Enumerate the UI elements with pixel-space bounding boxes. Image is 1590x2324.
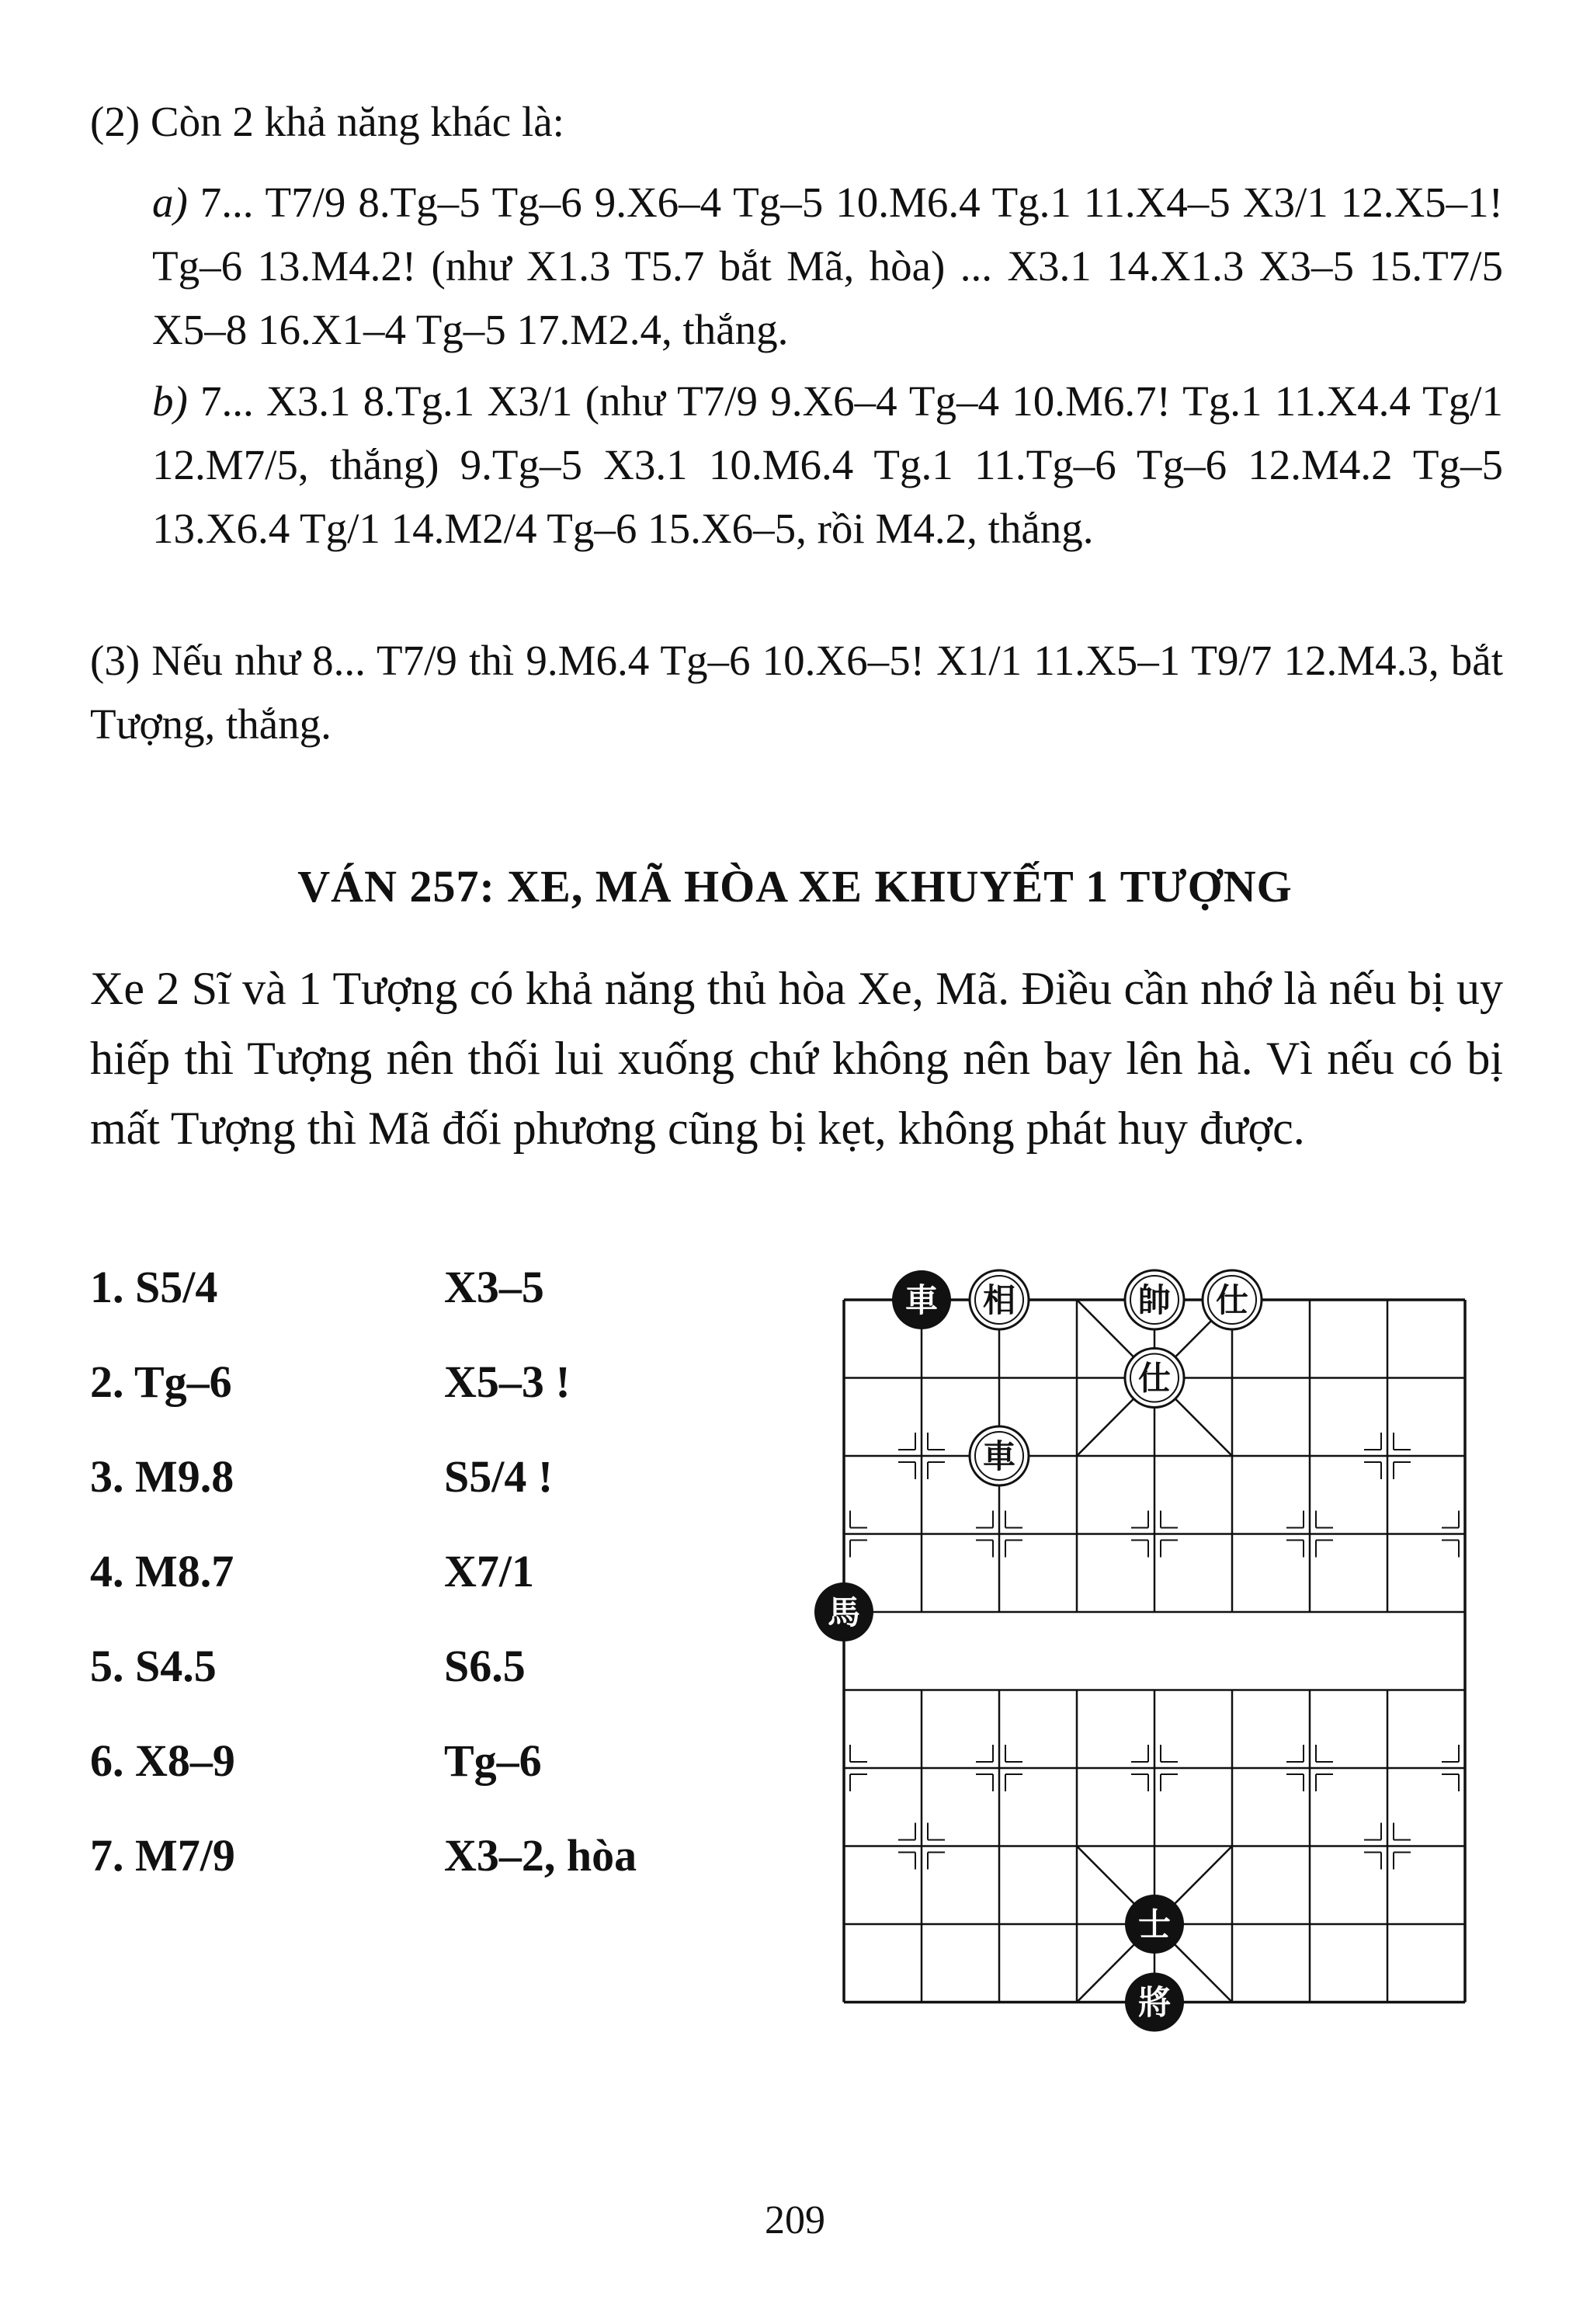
piece-label: 車 <box>982 1437 1016 1475</box>
move-5-white: 5. S4.5 <box>90 1641 217 1691</box>
move-7-white: 7. M7/9 <box>90 1830 235 1881</box>
move-4-black: X7/1 <box>444 1546 534 1596</box>
red-piece-1 <box>970 1270 1029 1329</box>
black-piece-0 <box>892 1270 951 1329</box>
piece-label: 相 <box>982 1281 1016 1319</box>
piece-label: 車 <box>904 1281 939 1319</box>
piece-label: 仕 <box>1215 1281 1249 1319</box>
red-piece-3 <box>1203 1270 1262 1329</box>
move-6-black: Tg–6 <box>444 1735 542 1786</box>
move-2-white: 2. Tg–6 <box>90 1357 232 1407</box>
piece-label: 將 <box>1137 1983 1172 2022</box>
move-5-black: S6.5 <box>444 1641 526 1691</box>
move-7-black: X3–2, hòa <box>444 1830 637 1881</box>
note-2-intro: (2) Còn 2 khả năng khác là: <box>90 98 564 145</box>
piece-label: 帥 <box>1137 1281 1172 1319</box>
note-2b-text: 7... X3.1 8.Tg.1 X3/1 (như T7/9 9.X6–4 Tg–4 10.M6.7! Tg.1 11.X4.4 Tg/1 12.M7/5, thắng) 9.Tg–5 X3.1 10.M6.4 Tg.1 11.Tg–6 Tg–6 12.M4.2 Tg–5 13.X6.4 Tg/1 14.M2/4 Tg–6 15.X6–5, rồi M4.2, thắng. <box>152 377 1503 552</box>
board-pieces <box>814 1270 1262 2032</box>
move-1-white: 1. S5/4 <box>90 1262 218 1312</box>
note-2a-text: 7... T7/9 8.Tg–5 Tg–6 9.X6–4 Tg–5 10.M6.4 Tg.1 11.X4–5 X3/1 12.X5–1! Tg–6 13.M4.2! (như X1.3 T5.7 bắt Mã, hòa) ... X3.1 14.X1.3 X3–5 15.T7/5 X5–8 16.X1–4 Tg–5 17.M2.4, thắng. <box>152 179 1503 353</box>
note-2a-label: a) <box>152 179 188 226</box>
red-piece-4 <box>1125 1349 1184 1408</box>
move-2-black: X5–3 ! <box>444 1357 571 1407</box>
red-piece-5 <box>970 1426 1029 1485</box>
intro-paragraph: Xe 2 Sĩ và 1 Tượng có khả năng thủ hòa Xe, Mã. Điều cần nhớ là nếu bị uy hiếp thì Tượng nên thối lui xuống chứ không nên bay lên hà. Vì nếu có bị mất Tượng thì Mã đối phương cũng bị kẹt, không phát huy được. <box>90 963 1503 1154</box>
piece-label: 馬 <box>827 1593 861 1631</box>
piece-label: 仕 <box>1137 1359 1172 1398</box>
black-piece-7 <box>1125 1895 1184 1954</box>
piece-label: 士 <box>1137 1905 1172 1944</box>
move-3-white: 3. M9.8 <box>90 1451 234 1502</box>
black-piece-6 <box>814 1582 873 1641</box>
move-1-black: X3–5 <box>444 1262 544 1312</box>
note-2b-label: b) <box>152 377 188 425</box>
game-heading: VÁN 257: XE, MÃ HÒA XE KHUYẾT 1 TƯỢNG <box>297 861 1293 912</box>
page-number: 209 <box>765 2198 825 2242</box>
move-4-white: 4. M8.7 <box>90 1546 234 1596</box>
red-piece-2 <box>1125 1270 1184 1329</box>
move-6-white: 6. X8–9 <box>90 1735 235 1786</box>
move-3-black: S5/4 ! <box>444 1451 554 1502</box>
black-piece-8 <box>1125 1973 1184 2032</box>
note-3: (3) Nếu như 8... T7/9 thì 9.M6.4 Tg–6 10.X6–5! X1/1 11.X5–1 T9/7 12.M4.3, bắt Tượng, thắng. <box>90 637 1503 748</box>
